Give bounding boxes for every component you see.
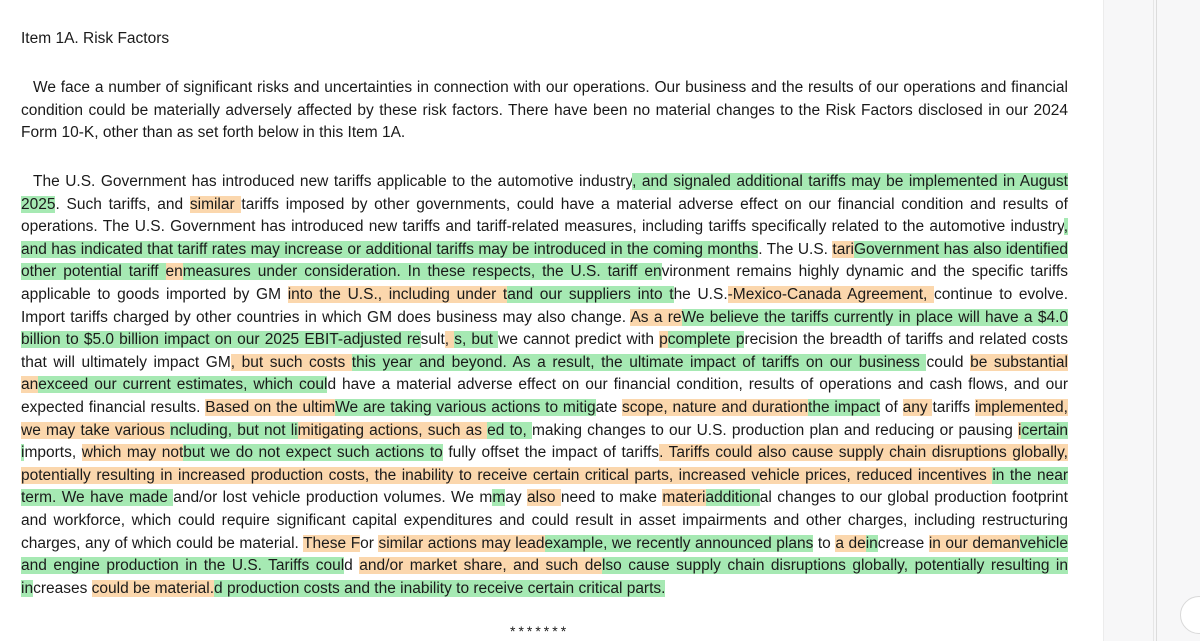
inserted-text-highlight: and our suppliers into t: [507, 285, 674, 303]
paragraph-text: al changes to our global production footprint and workforce, which could require significant capital expenditures and could result in asset impairments and other charges, including restructuring charges, any of which could be material.: [21, 489, 1068, 552]
scrollbar-line: [1156, 0, 1157, 641]
deleted-text-highlight: These F: [303, 534, 361, 552]
inserted-text-highlight: We believe the tariffs currently in place will have a $4.0 billion to $5.0 billion impact on our 2025 EBIT-adjusted re: [21, 308, 1068, 349]
deleted-text-highlight: be substantial an: [21, 353, 1068, 394]
paragraph-text: mports,: [24, 444, 82, 462]
paragraph-text: d have a material adverse effect on our financial condition, results of operations and cash flows, and our expected financial results.: [21, 376, 1068, 416]
inserted-text-highlight: ed to,: [487, 421, 532, 439]
paragraph-text: of: [880, 398, 903, 416]
deleted-text-highlight: p: [659, 331, 668, 349]
deleted-text-highlight: into the U.S., including under t: [287, 285, 508, 303]
inserted-text-highlight: We are taking various actions to mitig: [335, 398, 596, 416]
inserted-text-highlight: certain i: [21, 421, 1069, 462]
inserted-text-highlight: d production costs and the inability to receive certain critical parts.: [214, 579, 666, 597]
inserted-text-highlight: measures under consideration. In these respects, the U.S. tariff en: [182, 263, 662, 281]
inserted-text-highlight: ncluding, but not li: [170, 421, 298, 439]
intro-paragraph-text: We face a number of significant risks and uncertainties in connection with our operations. Our business and the results of our operations and financial condition could be materially adversely affected by these risk factors. There have been no material changes to the Risk Factors disclosed in our 2024 Form 10-K, other than as set forth below in this Item 1A.: [21, 79, 1068, 142]
section-separator: *******: [510, 623, 570, 639]
paragraph-text: ate: [595, 398, 623, 416]
intro-paragraph: [21, 77, 1068, 145]
paragraph-text: we cannot predict with: [498, 331, 660, 349]
deleted-text-highlight: As a re: [630, 308, 682, 326]
deleted-text-highlight: implemented, we may take various: [21, 398, 1068, 439]
paragraph-text: making changes to our U.S. production plan and reducing or pausing: [532, 421, 1019, 439]
deleted-text-highlight: i: [1018, 421, 1022, 439]
deleted-text-highlight: , but such costs: [230, 353, 352, 371]
deleted-text-highlight: -Mexico-Canada Agreement,: [727, 285, 934, 303]
paragraph-text: tariffs: [932, 398, 975, 416]
inserted-text-highlight: , and has indicated that tariff rates may increase or additional tariffs may be introduced in the coming months: [21, 218, 1068, 258]
paragraph-text: crease: [877, 534, 929, 552]
deleted-text-highlight: also: [527, 489, 561, 507]
paragraph-text: recision the breadth of tariffs and related costs that will ultimately impact GM: [21, 331, 1068, 371]
deleted-text-highlight: could be material.: [91, 579, 215, 597]
inserted-text-highlight: the impact: [808, 398, 881, 416]
inserted-text-highlight: , and signaled additional tariffs may be implemented in August 2025: [21, 173, 1068, 213]
paragraph-text: . The U.S.: [758, 240, 833, 258]
section-heading: Item 1A. Risk Factors: [21, 30, 170, 47]
inserted-text-highlight: Government has also identified other potential tariff: [21, 240, 1068, 281]
deleted-text-highlight: mitigating actions, such as: [297, 421, 488, 439]
paragraph-text: could: [926, 353, 971, 371]
paragraph-text: and/or lost vehicle production volumes. We m: [173, 489, 493, 507]
paragraph-text: . Such tariffs, and: [55, 195, 190, 213]
deleted-text-highlight: and/or market share, and such de: [359, 557, 602, 575]
inserted-text-highlight: m: [492, 489, 506, 507]
deleted-text-highlight: en: [165, 263, 183, 281]
deleted-text-highlight: any: [902, 398, 933, 416]
inserted-text-highlight: complete p: [667, 331, 745, 349]
paragraph-text: sult: [420, 331, 445, 349]
inserted-text-highlight: example, we recently announced plans: [544, 534, 814, 552]
inserted-text-highlight: lso cause supply chain disruptions globally, potentially resulting in in: [21, 557, 1068, 597]
paragraph-text: ay: [505, 489, 528, 507]
deleted-text-highlight: similar actions may lead: [378, 534, 545, 552]
deleted-text-highlight: . Tariffs could also cause supply chain disruptions globally, potentially resulting in increased production costs, the inability to receive certain critical parts, increased vehicle prices, reduced incentives: [21, 444, 1068, 484]
scrollbar-track[interactable]: [1153, 0, 1200, 641]
inserted-text-highlight: but we do not expect such actions to: [183, 444, 443, 462]
paragraph-text: vironment remains highly dynamic and the specific tariffs applicable to goods imported by GM: [21, 263, 1068, 303]
paragraph-text: to: [813, 534, 836, 552]
paragraph-text: d: [344, 557, 360, 575]
inserted-text-highlight: this year and beyond. As a result, the ultimate impact of tariffs on our business: [351, 353, 927, 371]
deleted-text-highlight: in our deman: [928, 534, 1020, 552]
deleted-text-highlight: materi: [662, 489, 706, 507]
inserted-text-highlight: in: [865, 534, 878, 552]
paragraph-text: The U.S. Government has introduced new tariffs applicable to the automotive industry: [33, 173, 633, 190]
inserted-text-highlight: addition: [705, 489, 760, 507]
inserted-text-highlight: s, but: [454, 331, 499, 349]
paragraph-text: need to make: [560, 489, 663, 507]
paragraph-text: fully offset the impact of tariffs: [442, 444, 660, 462]
deleted-text-highlight: ,: [444, 331, 455, 349]
deleted-text-highlight: Based on the ultim: [205, 398, 336, 416]
paragraph-text: he U.S.: [673, 285, 728, 303]
deleted-text-highlight: a de: [835, 534, 866, 552]
inserted-text-highlight: in the near term. We have made: [21, 466, 1069, 507]
tariff-paragraph: [21, 171, 1068, 600]
deleted-text-highlight: which may not: [81, 444, 184, 462]
paragraph-text: creases: [33, 579, 92, 597]
deleted-text-highlight: similar: [189, 195, 242, 213]
inserted-text-highlight: vehicle and engine production in the U.S. Tariffs coul: [21, 534, 1068, 575]
paragraph-text: continue to evolve. Import tariffs charged by other countries in which GM does business may also change.: [21, 285, 1069, 326]
paragraph-text: tariffs imposed by other governments, could have a material adverse effect on our financial condition and results of operations. The U.S. Government has introduced new tariffs and tariff-related measures, including tariffs specifically related to the automotive industry: [21, 195, 1068, 236]
paragraph-text: or: [360, 534, 379, 552]
deleted-text-highlight: tari: [832, 240, 854, 258]
inserted-text-highlight: exceed our current estimates, which coul: [38, 376, 328, 394]
page-gutter: [1103, 0, 1154, 641]
deleted-text-highlight: scope, nature and duration: [622, 398, 809, 416]
